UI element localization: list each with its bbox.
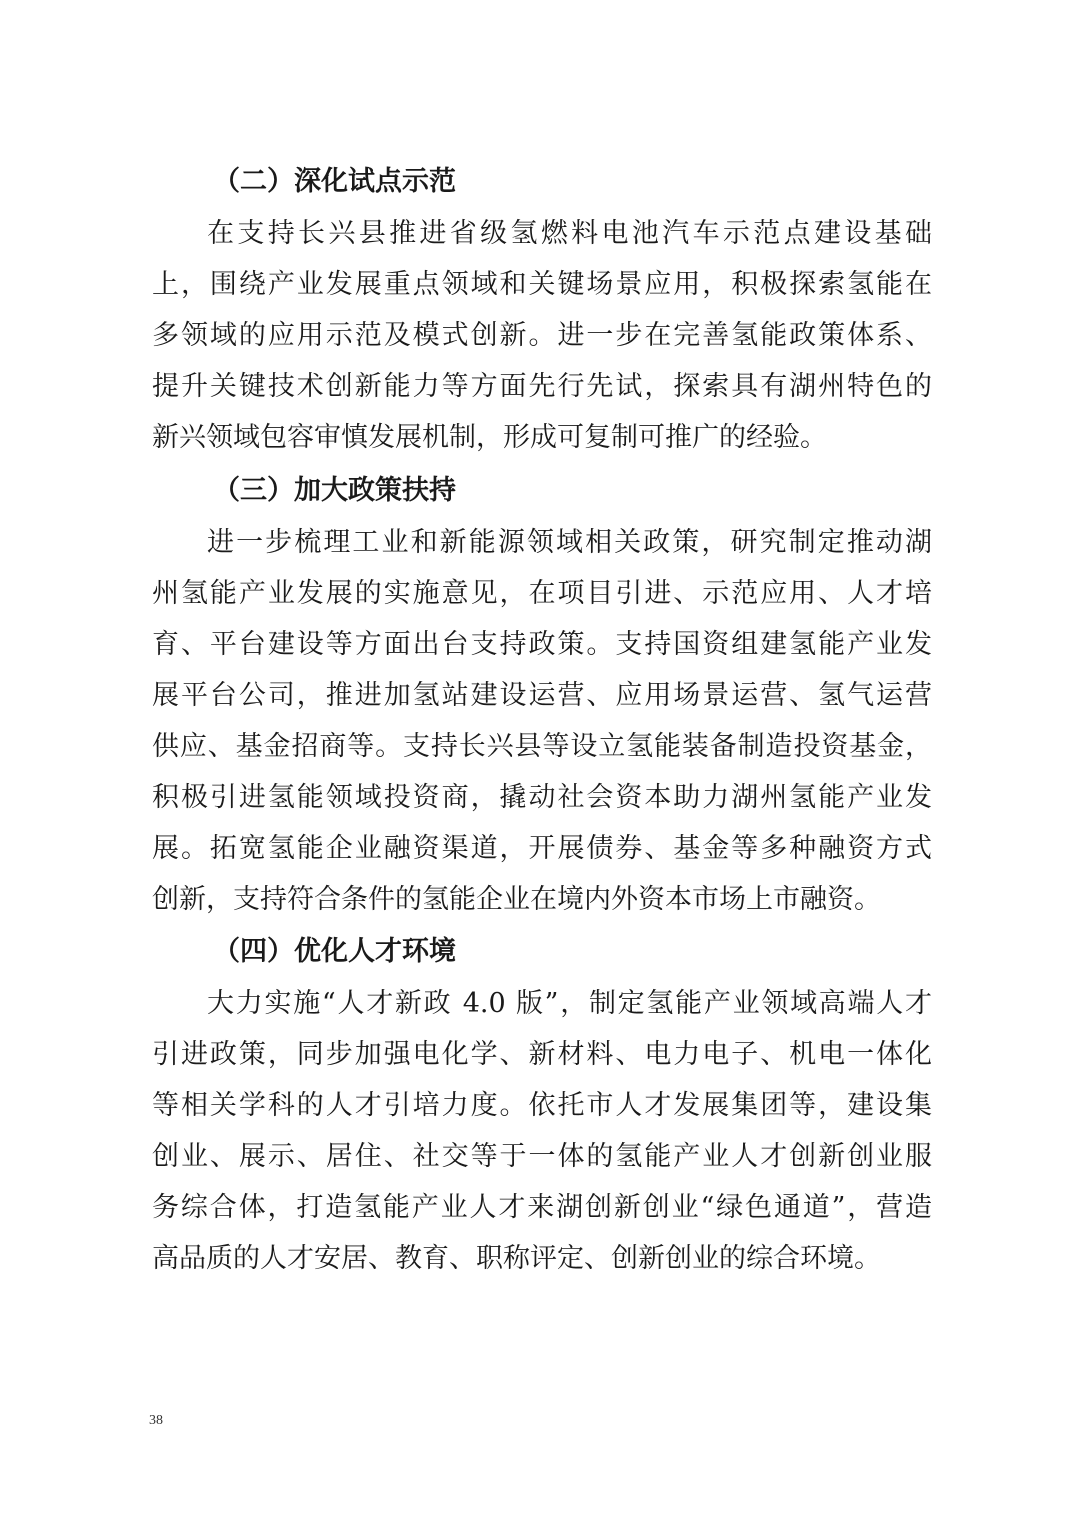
paragraph-line: 上，围绕产业发展重点领域和关键场景应用，积极探索氢能在	[152, 269, 932, 300]
paragraph-line: 积极引进氢能领域投资商，撬动社会资本助力湖州氢能产业发	[152, 782, 932, 813]
paragraph-line: 务综合体，打造氢能产业人才来湖创新创业“绿色通道”，营造	[152, 1192, 932, 1223]
paragraph-line: 展。拓宽氢能企业融资渠道，开展债券、基金等多种融资方式	[152, 833, 932, 864]
paragraph-line: 多领域的应用示范及模式创新。进一步在完善氢能政策体系、	[152, 320, 932, 351]
paragraph-line: 大力实施“人才新政 4.0 版”，制定氢能产业领域高端人才	[207, 988, 932, 1019]
paragraph-line: 在支持长兴县推进省级氢燃料电池汽车示范点建设基础	[207, 218, 932, 249]
paragraph-line: 提升关键技术创新能力等方面先行先试，探索具有湖州特色的	[152, 371, 932, 402]
paragraph-line: 引进政策，同步加强电化学、新材料、电力电子、机电一体化	[152, 1039, 932, 1070]
page-number: 38	[149, 1413, 163, 1428]
paragraph-line: 高品质的人才安居、教育、职称评定、创新创业的综合环境。	[152, 1243, 881, 1274]
paragraph-line: 育、平台建设等方面出台支持政策。支持国资组建氢能产业发	[152, 629, 932, 660]
paragraph-line: 等相关学科的人才引培力度。依托市人才发展集团等，建设集	[152, 1090, 932, 1121]
paragraph-line: 新兴领域包容审慎发展机制，形成可复制可推广的经验。	[152, 422, 827, 453]
paragraph-line: 创业、展示、居住、社交等于一体的氢能产业人才创新创业服	[152, 1141, 932, 1172]
section-heading-2: （二）深化试点示范	[213, 166, 456, 197]
paragraph-line: 供应、基金招商等。支持长兴县等设立氢能装备制造投资基金，	[152, 731, 932, 762]
section-heading-3: （三）加大政策扶持	[213, 475, 456, 506]
paragraph-line: 展平台公司，推进加氢站建设运营、应用场景运营、氢气运营	[152, 680, 932, 711]
paragraph-line: 创新，支持符合条件的氢能企业在境内外资本市场上市融资。	[152, 884, 881, 915]
paragraph-line: 州氢能产业发展的实施意见，在项目引进、示范应用、人才培	[152, 578, 932, 609]
section-heading-4: （四）优化人才环境	[213, 936, 456, 967]
paragraph-line: 进一步梳理工业和新能源领域相关政策，研究制定推动湖	[207, 527, 932, 558]
